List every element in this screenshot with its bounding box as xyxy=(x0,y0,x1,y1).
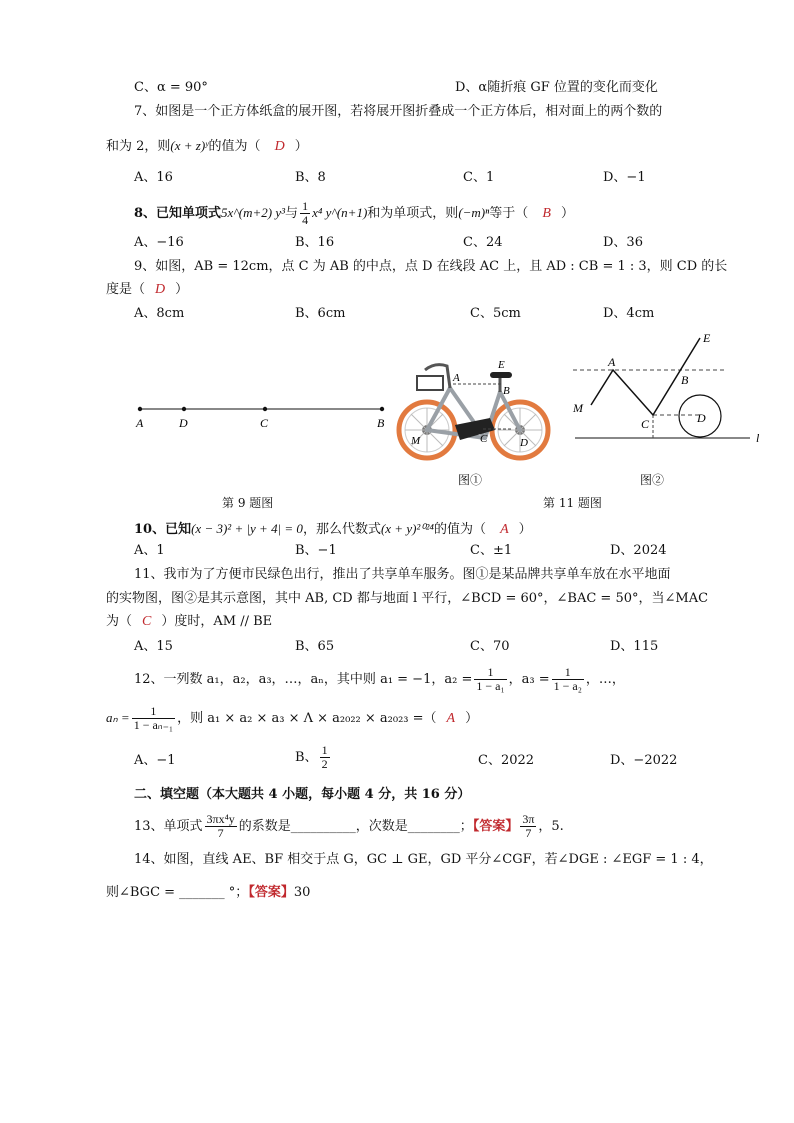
q9-option-c: C、5cm xyxy=(470,306,521,321)
q8-option-a: A、−16 xyxy=(134,235,184,250)
q11-option-c: C、70 xyxy=(470,639,510,654)
q7-option-a: A、16 xyxy=(134,170,173,185)
q11-option-a: A、15 xyxy=(134,639,173,654)
q10-option-a: A、1 xyxy=(134,543,165,558)
q8-stem: 8、已知单项式5x^(m+2) y³与 $\frac{1}{4}$ x⁴ y^(n+1)和为单项式，则(−m)ⁿ等于（ B ） xyxy=(134,199,574,227)
point-c-label: C xyxy=(260,416,269,430)
q7-option-d: D、−1 xyxy=(603,170,646,185)
diagram-label-d: D xyxy=(697,411,706,425)
q9-segment-figure xyxy=(130,395,395,435)
q6-option-d: D、α随折痕 GF 位置的变化而变化 xyxy=(455,80,658,95)
q8-option-b: B、16 xyxy=(295,235,335,250)
q14-answer-tag: 【答案】 xyxy=(248,885,294,900)
bike-schematic-diagram xyxy=(565,330,770,450)
diagram-label-c: C xyxy=(641,417,650,431)
q11-answer: C xyxy=(142,614,152,629)
section-heading: 二、填空题（本大题共 4 小题，每小题 4 分，共 16 分） xyxy=(134,787,471,802)
q8-option-d: D、36 xyxy=(603,235,643,250)
diagram-label-b: B xyxy=(681,373,689,387)
q8-answer: B xyxy=(542,206,551,221)
bike-label-c: C xyxy=(480,433,488,445)
q14-line1: 14、如图，直线 AE、BF 相交于点 G，GC ⊥ GE，GD 平分∠CGF，若∠DGE : ∠EGF = 1 : 4， xyxy=(134,852,713,867)
q11-line1: 11、我市为了方便市民绿色出行，推出了共享单车服务。图①是某品牌共享单车放在水平地面 xyxy=(134,567,671,582)
q7-answer: D xyxy=(274,139,285,154)
q12-option-c: C、2022 xyxy=(478,753,535,768)
bike-label-a: A xyxy=(453,372,460,384)
q11-option-d: D、115 xyxy=(610,639,659,654)
q12-option-d: D、−2022 xyxy=(610,753,678,768)
q7-option-c: C、1 xyxy=(463,170,495,185)
q9-line1: 9、如图，AB = 12cm，点 C 为 AB 的中点，点 D 在线段 AC 上，且 AD : CB = 1 : 3，则 CD 的长 xyxy=(134,259,728,274)
point-a-label: A xyxy=(136,416,144,430)
point-d-label: D xyxy=(179,416,188,430)
q10-option-b: B、−1 xyxy=(295,543,337,558)
diagram-label-m: M xyxy=(573,401,583,415)
q9-option-a: A、8cm xyxy=(134,306,185,321)
q9-option-d: D、4cm xyxy=(603,306,655,321)
q11-line3: 为（ C ）度时，AM // BE xyxy=(106,614,273,629)
q12-answer: A xyxy=(446,711,456,726)
fig11-caption-1: 图① xyxy=(458,473,483,487)
bike-illustration xyxy=(395,350,555,465)
fig11-caption: 第 11 题图 xyxy=(543,496,602,510)
q7-line1: 7、如图是一个正方体纸盒的展开图，若将展开图折叠成一个正方体后，相对面上的两个数的 xyxy=(134,104,663,119)
fig11-caption-2: 图② xyxy=(640,473,665,487)
q12-line1: 12、一列数 a₁，a₂，a₃，…，aₙ，其中则 a₁ = −1，a₂ = $\frac{1}{\text{1 − a₁}}$ ，a₃ = $\frac{1}{\text{1 − a₂}}$ ，…， xyxy=(134,665,625,693)
q12-option-b: B、 $\frac{1}{2}$ xyxy=(295,743,328,771)
diagram-label-a: A xyxy=(608,355,616,369)
fig9-caption: 第 9 题图 xyxy=(222,496,274,510)
q9-line2: 度是（ D ） xyxy=(106,282,189,297)
q10-stem: 10、已知(x − 3)² + |y + 4| = 0，那么代数式(x + y)²⁰²⁴的值为（ A ） xyxy=(134,521,532,537)
q7-line2: 和为 2，则(x + z)ʸ的值为（ D ） xyxy=(106,138,308,154)
point-b-label: B xyxy=(377,416,385,430)
q7-option-b: B、8 xyxy=(295,170,326,185)
q9-answer: D xyxy=(155,282,166,297)
q11-option-b: B、65 xyxy=(295,639,335,654)
q11-line2: 的实物图，图②是其示意图，其中 AB, CD 都与地面 l 平行，∠BCD = 60°，∠BAC = 50°，当∠MAC xyxy=(106,591,709,606)
q10-answer: A xyxy=(500,522,509,537)
q8-option-c: C、24 xyxy=(463,235,503,250)
q12-option-a: A、−1 xyxy=(134,753,176,768)
bike-label-b: B xyxy=(503,385,510,397)
q10-option-c: C、±1 xyxy=(470,543,513,558)
bike-label-e: E xyxy=(498,359,505,371)
bike-label-d: D xyxy=(520,437,528,449)
q10-option-d: D、2024 xyxy=(610,543,667,558)
diagram-label-e: E xyxy=(703,331,711,345)
diagram-label-l: l xyxy=(756,431,760,445)
q12-line2: aₙ = $\frac{1}{\text{1 − aₙ₋₁}}$ ，则 a₁ × a₂ × a₃ × Λ × a₂₀₂₂ × a₂₀₂₃ =（ A ） xyxy=(106,704,479,732)
q6-option-c: C、α = 90° xyxy=(134,80,208,95)
q14-line2: 则∠BGC = _______ °；【答案】30 xyxy=(106,885,311,900)
q13-stem: 13、单项式 $\frac{\text{3πx⁴y}}{7}$ 的系数是__________，次数是________；【答案】 $\frac{3\pi}{7}$ ，5. xyxy=(134,812,564,840)
bike-label-m: M xyxy=(411,435,421,447)
q13-answer-tag: 【答案】 xyxy=(472,819,519,834)
q9-option-b: B、6cm xyxy=(295,306,346,321)
